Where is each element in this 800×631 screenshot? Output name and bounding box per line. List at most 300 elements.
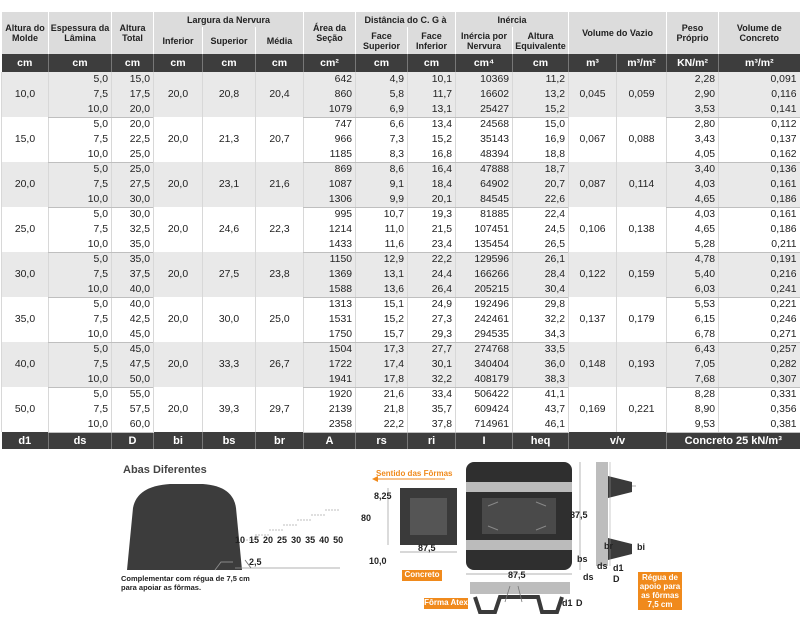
table-row: [2, 267, 800, 282]
table-cell: 45,0: [112, 342, 154, 357]
header-altura-molde: Altura do Molde: [2, 12, 49, 54]
table-cell: 7,5: [49, 267, 112, 282]
table-cell: 16,8: [408, 147, 456, 162]
table-row: [2, 177, 800, 192]
table-cell: 18,7: [513, 162, 569, 177]
table-cell: 4,65: [667, 192, 719, 207]
table-row: [2, 237, 800, 252]
table-cell: 13,1: [356, 267, 408, 282]
table-cell: 15,0: [112, 72, 154, 87]
table-row: [2, 117, 800, 132]
table-cell: 2358: [304, 417, 356, 432]
table-cell: 1504: [304, 342, 356, 357]
table-cell: 36,0: [513, 357, 569, 372]
table-cell: 3,43: [667, 132, 719, 147]
unit-cell: cm: [356, 54, 408, 72]
concreto-label: Concreto: [402, 570, 442, 581]
table-cell: 21,6: [356, 387, 408, 402]
header-face-superior: Face Superior: [356, 27, 408, 54]
table-cell: 23,1: [203, 162, 256, 207]
table-cell: 5,0: [49, 297, 112, 312]
table-cell: 21,8: [356, 402, 408, 417]
table-cell: 10,1: [408, 72, 456, 87]
table-cell: 8,28: [667, 387, 719, 402]
table-cell: 340404: [456, 357, 513, 372]
table-cell: 0,162: [719, 147, 800, 162]
symbol-cell: ds: [49, 432, 112, 449]
sym-ds2-label: ds: [583, 572, 594, 582]
table-cell: 0,159: [617, 252, 667, 297]
table-cell: 5,0: [49, 117, 112, 132]
table-cell: 5,0: [49, 207, 112, 222]
table-cell: 23,8: [256, 252, 304, 297]
table-cell: 0,161: [719, 207, 800, 222]
table-cell: 642: [304, 72, 356, 87]
table-cell: 15,1: [356, 297, 408, 312]
table-cell: 16,4: [408, 162, 456, 177]
symbol-cell: I: [456, 432, 513, 449]
header-area-secao: Área da Seção: [304, 12, 356, 54]
table-cell: 17,4: [356, 357, 408, 372]
table-cell: 5,0: [49, 72, 112, 87]
table-cell: 6,9: [356, 102, 408, 117]
table-cell: 15,7: [356, 327, 408, 342]
table-cell: 27,7: [408, 342, 456, 357]
unit-cell: cm: [203, 54, 256, 72]
abas-note: Complementar com régua de 7,5 cm para apoiar as fôrmas.: [121, 574, 250, 592]
table-cell: 22,2: [356, 417, 408, 432]
table-cell: 24,4: [408, 267, 456, 282]
section-profile: [475, 597, 562, 612]
unit-cell: cm: [513, 54, 569, 72]
table-cell: 0,106: [569, 207, 617, 252]
header-media: Média: [256, 27, 304, 54]
table-cell: 26,7: [256, 342, 304, 387]
table-cell: 0,246: [719, 312, 800, 327]
dim-825-label: 8,25: [374, 491, 392, 501]
table-cell: 6,03: [667, 282, 719, 297]
table-cell: 16602: [456, 87, 513, 102]
table-cell: 20,0: [112, 102, 154, 117]
table-cell: 0,241: [719, 282, 800, 297]
table-cell: 1433: [304, 237, 356, 252]
table-cell: 11,0: [356, 222, 408, 237]
aba-step-value: 2,5: [249, 557, 262, 567]
table-cell: 25,0: [2, 207, 49, 252]
table-cell: 242461: [456, 312, 513, 327]
table-row: [2, 372, 800, 387]
table-cell: 294535: [456, 327, 513, 342]
units-row: [2, 54, 800, 72]
table-cell: 30,0: [2, 252, 49, 297]
table-cell: 39,3: [203, 387, 256, 432]
symbol-cell: v/v: [569, 432, 667, 449]
table-row: [2, 342, 800, 357]
table-cell: 1313: [304, 297, 356, 312]
header-inercia-nervura: Inércia por Nervura: [456, 27, 513, 54]
table-row: [2, 192, 800, 207]
table-cell: 205215: [456, 282, 513, 297]
table-cell: 27,5: [112, 177, 154, 192]
dim-875-right-label: 87,5: [570, 510, 588, 520]
table-cell: 30,0: [203, 297, 256, 342]
table-row: [2, 222, 800, 237]
table-row: [2, 282, 800, 297]
table-cell: 7,5: [49, 357, 112, 372]
table-cell: 166266: [456, 267, 513, 282]
table-cell: 1588: [304, 282, 356, 297]
table-cell: 9,53: [667, 417, 719, 432]
table-cell: 4,05: [667, 147, 719, 162]
table-cell: 1920: [304, 387, 356, 402]
table-cell: 22,2: [408, 252, 456, 267]
table-cell: 747: [304, 117, 356, 132]
table-cell: 30,0: [112, 207, 154, 222]
table-cell: 0,114: [617, 162, 667, 207]
table-cell: 129596: [456, 252, 513, 267]
table-cell: 0,137: [569, 297, 617, 342]
header-altura-equivalente: Altura Equivalente: [513, 27, 569, 54]
direction-label: Sentido das Fôrmas: [376, 469, 453, 478]
table-row: [2, 387, 800, 402]
table-cell: 10,0: [49, 417, 112, 432]
table-cell: 192496: [456, 297, 513, 312]
sym-d1-label: d1: [613, 563, 624, 573]
table-cell: 1079: [304, 102, 356, 117]
unit-cell: m³/m²: [719, 54, 800, 72]
header-inercia: Inércia: [456, 12, 569, 27]
table-cell: 6,6: [356, 117, 408, 132]
table-cell: 20,1: [408, 192, 456, 207]
table-cell: 0,221: [617, 387, 667, 432]
unit-cell: cm: [112, 54, 154, 72]
table-cell: 0,381: [719, 417, 800, 432]
table-cell: 1531: [304, 312, 356, 327]
sym-bi-label: bi: [637, 542, 645, 552]
table-cell: 0,138: [617, 207, 667, 252]
table-cell: 0,137: [719, 132, 800, 147]
symbol-cell: bs: [203, 432, 256, 449]
table-cell: 40,0: [112, 297, 154, 312]
table-cell: 7,68: [667, 372, 719, 387]
header-espessura-lamina: Espessura da Lâmina: [49, 12, 112, 54]
table-cell: 0,179: [617, 297, 667, 342]
table-cell: 26,5: [513, 237, 569, 252]
unit-cell: cm: [2, 54, 49, 72]
table-cell: 8,90: [667, 402, 719, 417]
table-cell: 10,0: [49, 192, 112, 207]
table-cell: 22,5: [112, 132, 154, 147]
table-cell: 20,7: [513, 177, 569, 192]
table-row: [2, 312, 800, 327]
table-row: [2, 72, 800, 87]
table-cell: 0,211: [719, 237, 800, 252]
symbol-cell: br: [256, 432, 304, 449]
table-cell: 29,7: [256, 387, 304, 432]
table-row: [2, 357, 800, 372]
table-row: [2, 102, 800, 117]
table-cell: 40,0: [2, 342, 49, 387]
table-cell: 9,9: [356, 192, 408, 207]
table-cell: 12,9: [356, 252, 408, 267]
regua-label: Régua de apoio para as fôrmas 7,5 cm: [639, 573, 681, 609]
table-cell: 20,0: [2, 162, 49, 207]
table-cell: 25,0: [112, 162, 154, 177]
table-cell: 5,0: [49, 162, 112, 177]
table-cell: 48394: [456, 147, 513, 162]
table-cell: 5,8: [356, 87, 408, 102]
table-cell: 20,0: [154, 342, 203, 387]
table-cell: 30,4: [513, 282, 569, 297]
header-superior: Superior: [203, 27, 256, 54]
table-cell: 0,307: [719, 372, 800, 387]
table-cell: 24,6: [203, 207, 256, 252]
symbol-cell: bi: [154, 432, 203, 449]
table-cell: 30,0: [112, 192, 154, 207]
table-cell: 5,0: [49, 252, 112, 267]
sym-d1b-label: d1: [562, 598, 573, 608]
concrete-slab: [470, 582, 570, 594]
table-cell: 1369: [304, 267, 356, 282]
table-cell: 20,7: [256, 117, 304, 162]
table-cell: 34,3: [513, 327, 569, 342]
table-cell: 64902: [456, 177, 513, 192]
table-cell: 26,1: [513, 252, 569, 267]
sym-bs-label: bs: [577, 554, 588, 564]
table-cell: 5,53: [667, 297, 719, 312]
table-cell: 0,161: [719, 177, 800, 192]
table-cell: 10,0: [49, 327, 112, 342]
table-cell: 20,0: [154, 162, 203, 207]
aba-value: 50: [333, 535, 344, 545]
table-cell: 22,3: [256, 207, 304, 252]
table-cell: 135454: [456, 237, 513, 252]
table-cell: 1150: [304, 252, 356, 267]
table-cell: 25,0: [256, 297, 304, 342]
header-volume-concreto: Volume de Concreto: [719, 12, 800, 54]
table-cell: 15,0: [513, 117, 569, 132]
table-cell: 7,5: [49, 132, 112, 147]
table-cell: 860: [304, 87, 356, 102]
table-cell: 10369: [456, 72, 513, 87]
table-cell: 6,43: [667, 342, 719, 357]
table-cell: 0,087: [569, 162, 617, 207]
table-cell: 45,0: [112, 327, 154, 342]
table-cell: 15,2: [513, 102, 569, 117]
table-cell: 869: [304, 162, 356, 177]
table-cell: 107451: [456, 222, 513, 237]
sym-D-label: D: [613, 574, 620, 584]
table-cell: 1941: [304, 372, 356, 387]
table-cell: 15,0: [2, 117, 49, 162]
header-face-inferior: Face Inferior: [408, 27, 456, 54]
table-cell: 33,4: [408, 387, 456, 402]
aba-value: 15: [249, 535, 260, 545]
table-cell: 10,0: [49, 282, 112, 297]
table-cell: 995: [304, 207, 356, 222]
table-cell: 15,2: [408, 132, 456, 147]
unit-cell: cm: [49, 54, 112, 72]
aba-value: 20: [263, 535, 274, 545]
forma-drawing: [370, 462, 660, 622]
table-body: [2, 72, 800, 432]
table-cell: 5,40: [667, 267, 719, 282]
symbol-cell: Concreto 25 kN/m³: [667, 432, 800, 449]
table-cell: 9,1: [356, 177, 408, 192]
table-cell: 8,3: [356, 147, 408, 162]
table-cell: 2,80: [667, 117, 719, 132]
table-cell: 1214: [304, 222, 356, 237]
table-cell: 0,136: [719, 162, 800, 177]
table-cell: 7,5: [49, 87, 112, 102]
header-altura-total: Altura Total: [112, 12, 154, 54]
table-cell: 0,045: [569, 72, 617, 117]
table-row: [2, 417, 800, 432]
header-distancia-cg: Distância do C. G à: [356, 12, 456, 27]
table-cell: 28,4: [513, 267, 569, 282]
table-cell: 37,5: [112, 267, 154, 282]
table-cell: 47888: [456, 162, 513, 177]
table-cell: 0,091: [719, 72, 800, 87]
table-cell: 35143: [456, 132, 513, 147]
table-cell: 0,331: [719, 387, 800, 402]
table-cell: 10,7: [356, 207, 408, 222]
table-cell: 20,0: [154, 72, 203, 117]
unit-cell: KN/m²: [667, 54, 719, 72]
abas-drawing: [115, 480, 365, 575]
table-cell: 1750: [304, 327, 356, 342]
table-cell: 0,116: [719, 87, 800, 102]
table-cell: 3,53: [667, 102, 719, 117]
table-cell: 7,5: [49, 222, 112, 237]
dim-875-small-label: 87,5: [418, 543, 436, 553]
table-cell: 16,9: [513, 132, 569, 147]
table-cell: 20,0: [112, 117, 154, 132]
table-row: [2, 207, 800, 222]
aba-value: 40: [319, 535, 330, 545]
table-cell: 81885: [456, 207, 513, 222]
table-cell: 10,0: [49, 237, 112, 252]
header-peso-proprio: Peso Próprio: [667, 12, 719, 54]
table-cell: 50,0: [112, 372, 154, 387]
table-cell: 0,193: [617, 342, 667, 387]
table-cell: 27,3: [408, 312, 456, 327]
table-cell: 408179: [456, 372, 513, 387]
table-cell: 0,059: [617, 72, 667, 117]
specification-table: [1, 12, 800, 449]
table-cell: 4,65: [667, 222, 719, 237]
table-cell: 1185: [304, 147, 356, 162]
table-cell: 20,0: [154, 297, 203, 342]
table-cell: 1722: [304, 357, 356, 372]
table-cell: 17,8: [356, 372, 408, 387]
table-cell: 13,6: [356, 282, 408, 297]
table-row: [2, 327, 800, 342]
table-cell: 84545: [456, 192, 513, 207]
table-cell: 24568: [456, 117, 513, 132]
table-cell: 0,186: [719, 192, 800, 207]
table-cell: 21,6: [256, 162, 304, 207]
table-cell: 0,271: [719, 327, 800, 342]
sym-br-label: br: [604, 541, 613, 551]
table-cell: 8,6: [356, 162, 408, 177]
tile-band-bottom: [466, 540, 572, 550]
table-cell: 24,5: [513, 222, 569, 237]
header-largura-nervura: Largura da Nervura: [154, 12, 304, 27]
side-rib-top: [608, 476, 632, 498]
table-cell: 10,0: [49, 147, 112, 162]
table-cell: 1306: [304, 192, 356, 207]
forma-atex-label: Fôrma Atex: [424, 598, 468, 607]
header-volume-vazio: Volume do Vazio: [569, 12, 667, 54]
table-row: [2, 87, 800, 102]
table-cell: 46,1: [513, 417, 569, 432]
table-cell: 0,148: [569, 342, 617, 387]
table-cell: 20,0: [154, 252, 203, 297]
table-cell: 2,28: [667, 72, 719, 87]
table-cell: 22,6: [513, 192, 569, 207]
table-cell: 0,282: [719, 357, 800, 372]
table-cell: 18,8: [513, 147, 569, 162]
table-cell: 25,0: [112, 147, 154, 162]
table-cell: 43,7: [513, 402, 569, 417]
sym-ds-label: ds: [597, 561, 608, 571]
aba-values-list: [235, 535, 343, 545]
symbol-cell: ri: [408, 432, 456, 449]
table-cell: 5,0: [49, 342, 112, 357]
table-cell: 50,0: [2, 387, 49, 432]
table-cell: 4,78: [667, 252, 719, 267]
table-cell: 35,0: [112, 252, 154, 267]
table-cell: 0,141: [719, 102, 800, 117]
table-cell: 18,4: [408, 177, 456, 192]
table-cell: 7,05: [667, 357, 719, 372]
table-cell: 274768: [456, 342, 513, 357]
table-cell: 6,78: [667, 327, 719, 342]
table-cell: 2139: [304, 402, 356, 417]
unit-cell: cm: [154, 54, 203, 72]
table-cell: 21,3: [203, 117, 256, 162]
table-cell: 0,088: [617, 117, 667, 162]
table-cell: 0,067: [569, 117, 617, 162]
table-row: [2, 402, 800, 417]
symbols-row: [2, 432, 800, 449]
table-cell: 20,4: [256, 72, 304, 117]
table-cell: 20,0: [154, 207, 203, 252]
table-cell: 33,5: [513, 342, 569, 357]
table-cell: 3,40: [667, 162, 719, 177]
table-row: [2, 252, 800, 267]
sym-Db-label: D: [576, 598, 583, 608]
table-cell: 13,4: [408, 117, 456, 132]
dim-80-label: 80: [361, 513, 372, 523]
table-cell: 4,03: [667, 177, 719, 192]
table-cell: 0,221: [719, 297, 800, 312]
header-inferior: Inferior: [154, 27, 203, 54]
table-cell: 11,6: [356, 237, 408, 252]
unit-cell: cm⁴: [456, 54, 513, 72]
symbol-cell: d1: [2, 432, 49, 449]
table-cell: 32,2: [513, 312, 569, 327]
table-cell: 13,2: [513, 87, 569, 102]
table-cell: 35,0: [112, 237, 154, 252]
symbol-cell: A: [304, 432, 356, 449]
aba-value: 25: [277, 535, 288, 545]
aba-value: 10: [235, 535, 246, 545]
table-cell: 42,5: [112, 312, 154, 327]
table-cell: 7,5: [49, 402, 112, 417]
table-cell: 966: [304, 132, 356, 147]
